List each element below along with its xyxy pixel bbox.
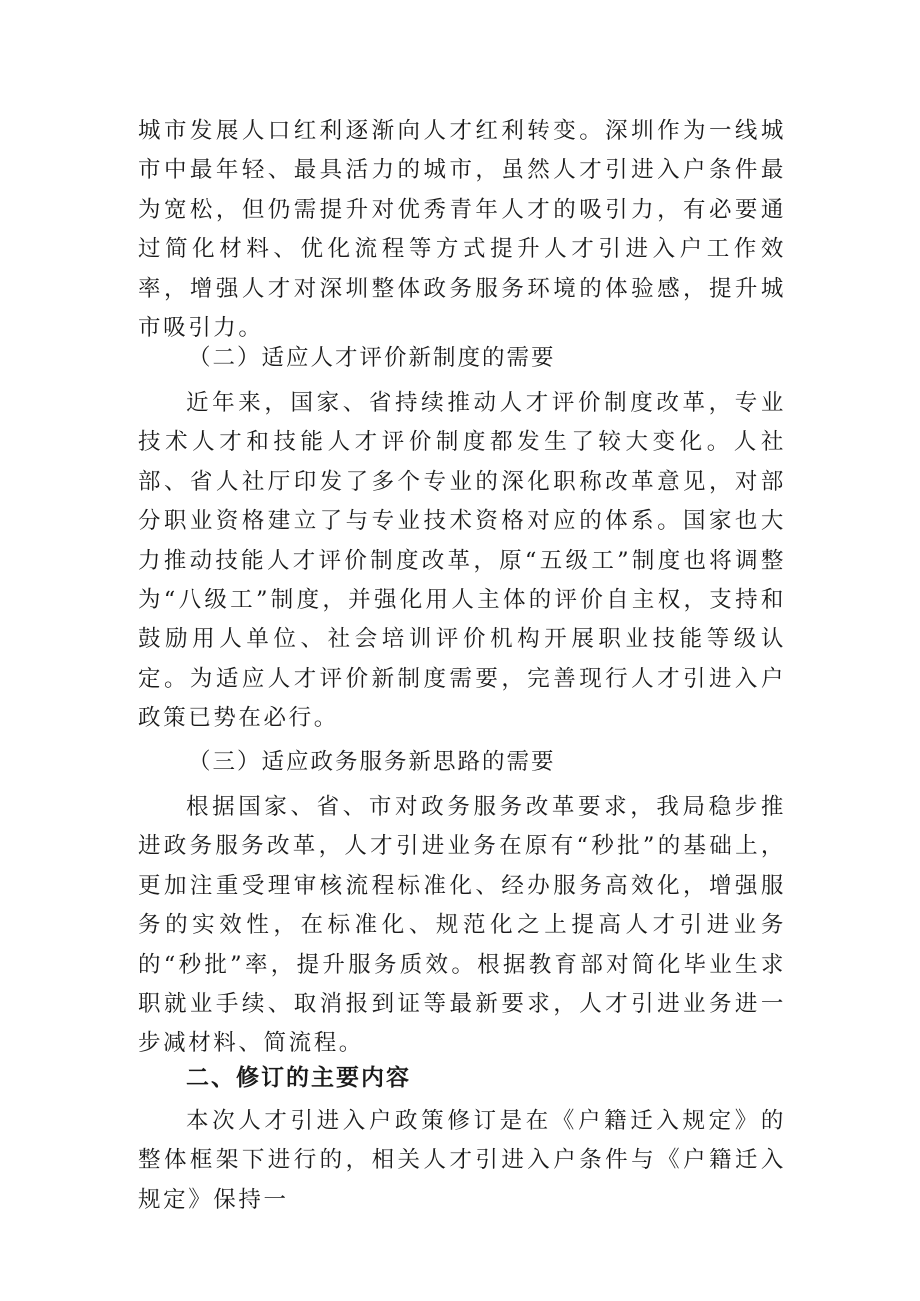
paragraph-government-service-reform: 根据国家、省、市对政务服务改革要求，我局稳步推进政务服务改革，人才引进业务在原有“秒批”的基础上，更加注重受理审核流程标准化、经办服务高效化，增强服务的实效性，在标准化、规范化之上提高人才引进业务的“秒批”率，提升服务质效。根据教育部对简化毕业生求职就业手续、取消报到证等最新要求，人才引进业务进一步减材料、简流程。 [138,794,786,1057]
paragraph-revision-framework: 本次人才引进入户政策修订是在《户籍迁入规定》的整体框架下进行的，相关人才引进入户条件与《户籍迁入规定》保持一 [138,1108,786,1213]
paragraph-urban-talent-dividend: 城市发展人口红利逐渐向人才红利转变。深圳作为一线城市中最年轻、最具活力的城市，虽然人才引进入户条件最为宽松，但仍需提升对优秀青年人才的吸引力，有必要通过简化材料、优化流程等方式提升人才引进入户工作效率，增强人才对深圳整体政务服务环境的体验感，提升城市吸引力。 [138,118,786,342]
subheading-talent-evaluation: （二）适应人才评价新制度的需要 [188,345,556,371]
section-heading-main-revisions: 二、修订的主要内容 [186,1065,411,1091]
subheading-government-service: （三）适应政务服务新思路的需要 [188,749,556,775]
paragraph-talent-evaluation-reform: 近年来，国家、省持续推动人才评价制度改革，专业技术人才和技能人才评价制度都发生了较大变化。人社部、省人社厅印发了多个专业的深化职称改革意见，对部分职业资格建立了与专业技术资格对应的体系。国家也大力推动技能人才评价制度改革，原“五级工”制度也将调整为“八级工”制度，并强化用人主体的评价自主权，支持和鼓励用人单位、社会培训评价机构开展职业技能等级认定。为适应人才评价新制度需要，完善现行人才引进入户政策已势在必行。 [138,390,786,732]
